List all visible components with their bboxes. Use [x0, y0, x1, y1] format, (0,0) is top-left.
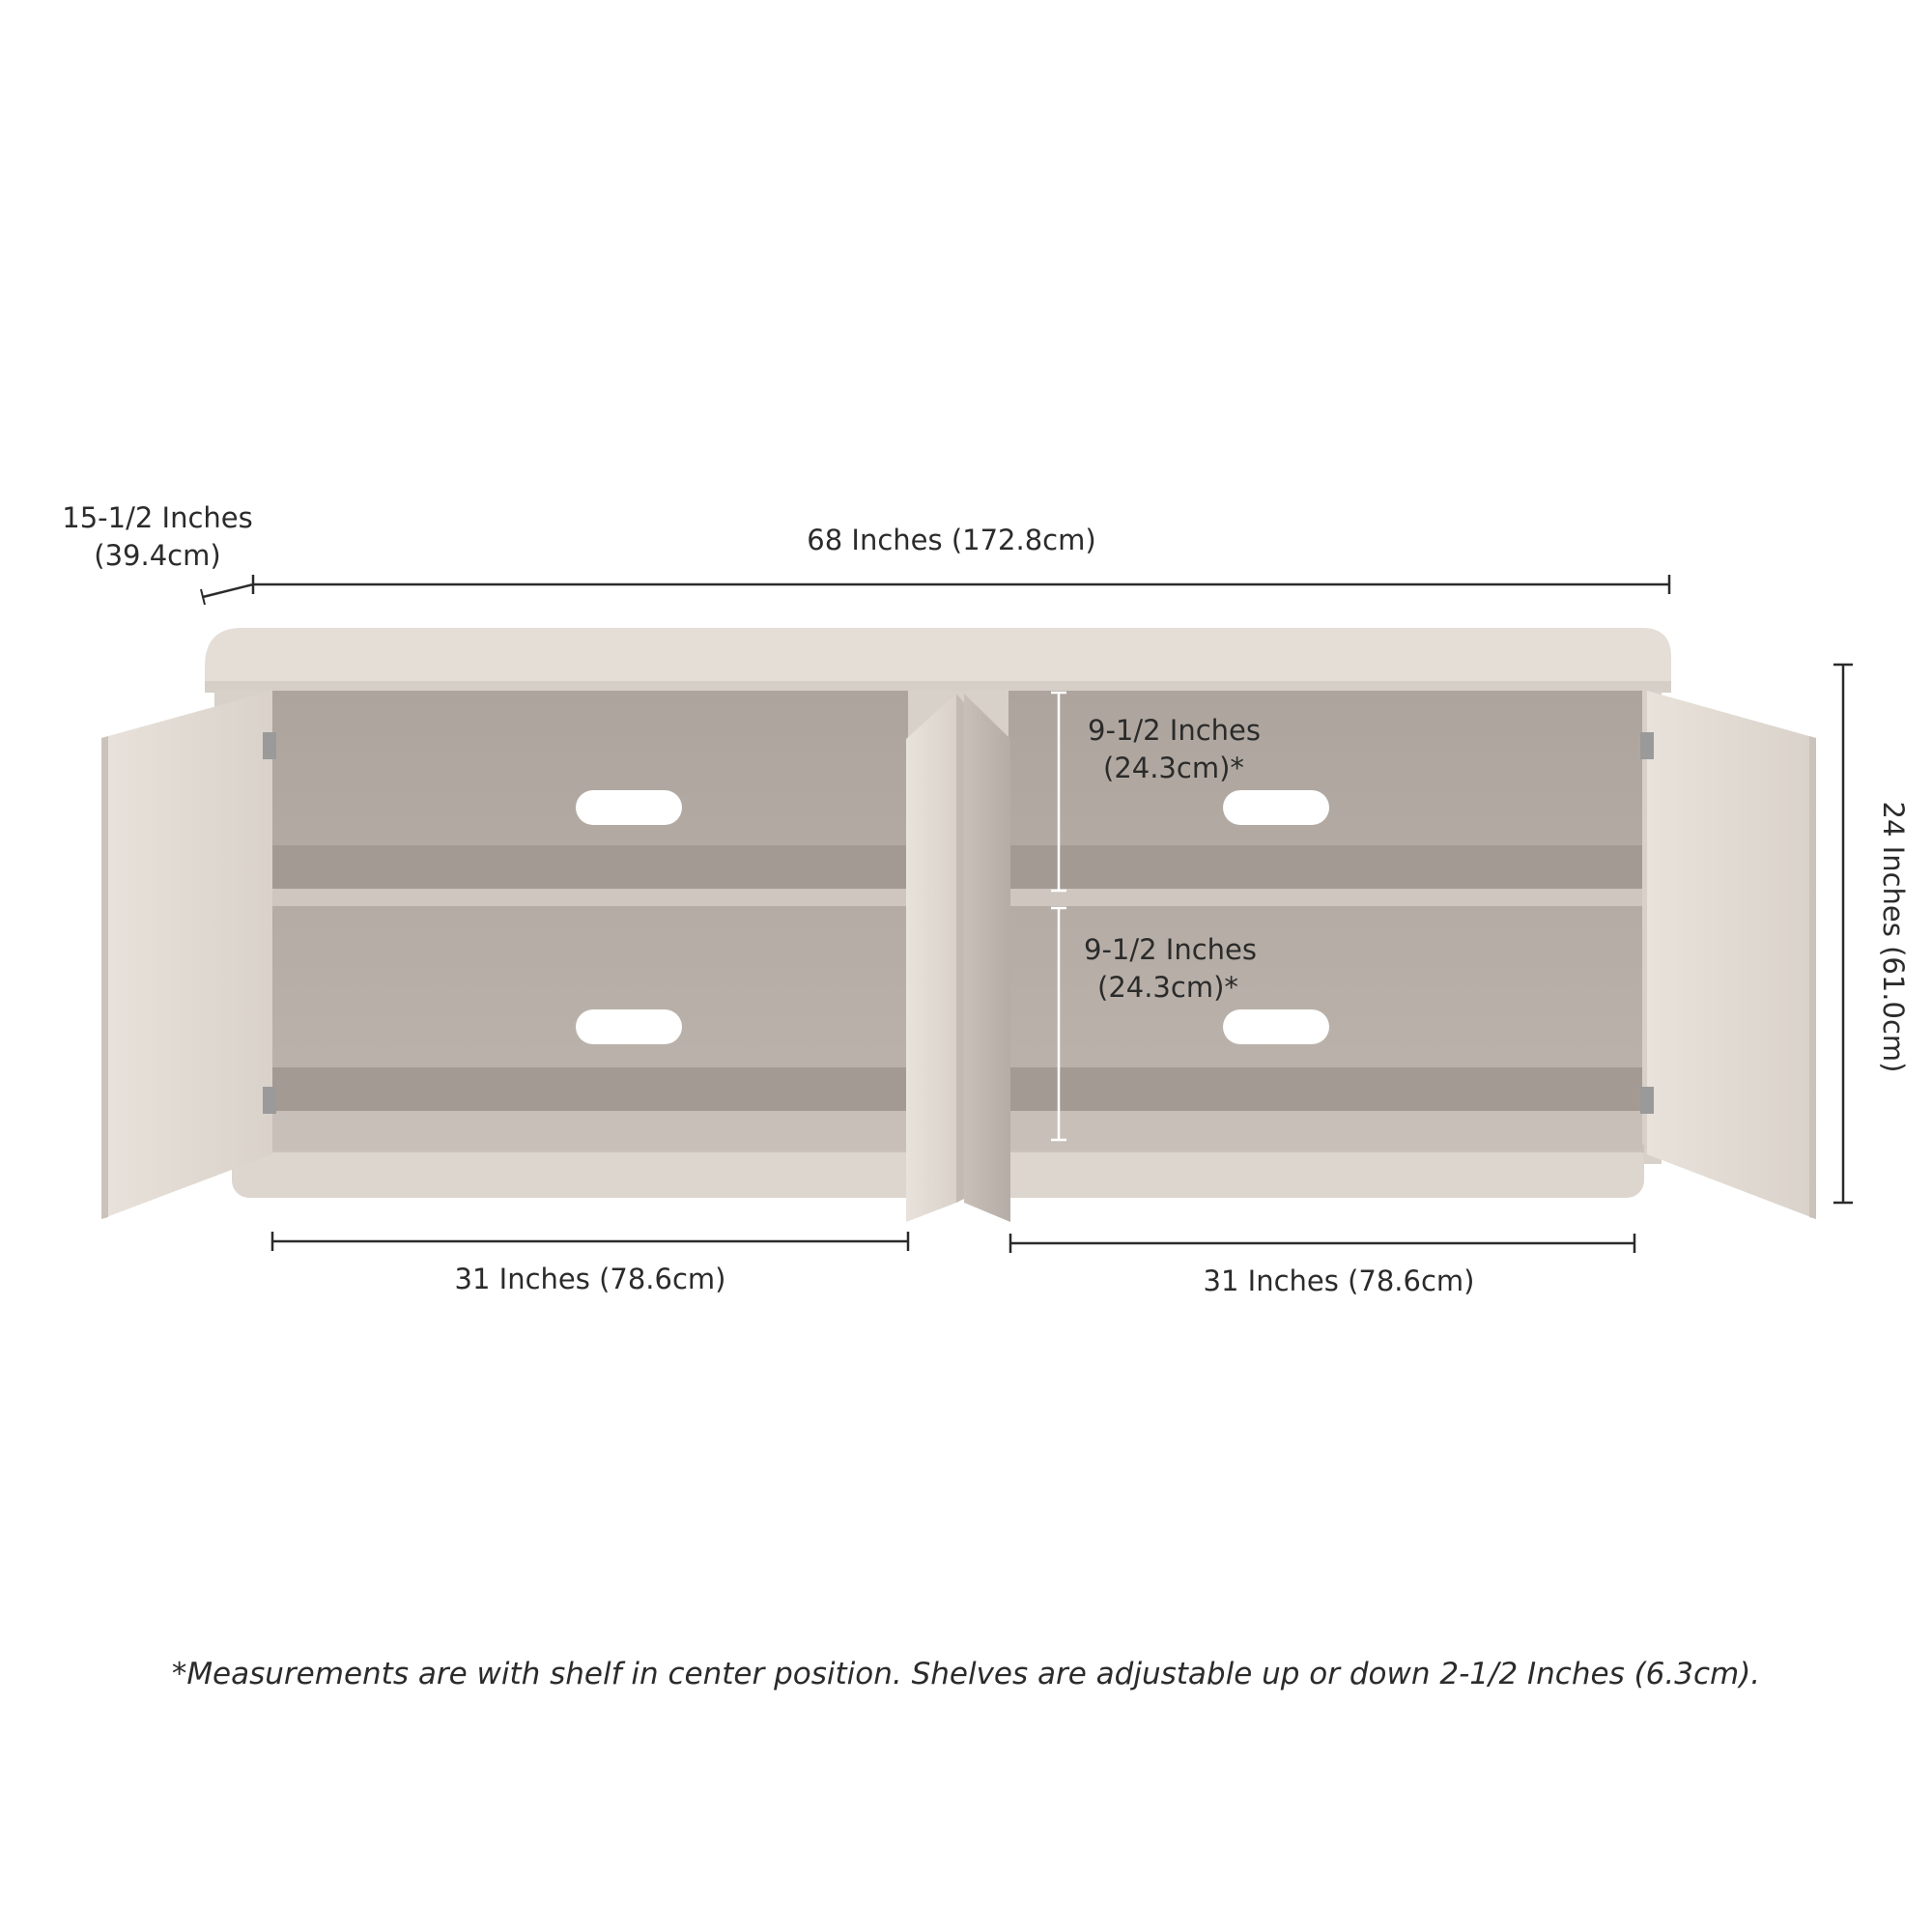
- hinge-icon: [263, 1087, 276, 1114]
- lower-shelf-label-inches: 9-1/2 Inches: [1084, 933, 1258, 966]
- lower-shelf-label: [1084, 931, 1257, 1007]
- hinge-icon: [1640, 732, 1654, 759]
- center-left-door: [906, 694, 966, 1222]
- right-outer-door: [1640, 691, 1816, 1219]
- depth-label-inches: 15-1/2 Inches: [62, 501, 253, 534]
- left-outer-door: [101, 691, 276, 1219]
- depth-label-cm: (39.4cm): [94, 539, 221, 572]
- depth-dimension-line: [203, 584, 253, 597]
- right-upper-shelf: [1009, 889, 1642, 906]
- footnote: *Measurements are with shelf in center position. Shelves are adjustable up or down 2-1/2 Inches (6.3cm).: [171, 1657, 1761, 1691]
- depth-label: [56, 499, 259, 575]
- width-label: 68 Inches (172.8cm): [807, 524, 1096, 556]
- left-compartment: [272, 691, 908, 1150]
- cable-hole-right-lower: [1223, 1009, 1329, 1044]
- height-label: 24 Inches (61.0cm): [1877, 801, 1910, 1073]
- right-compartment-label: 31 Inches (78.6cm): [1203, 1264, 1475, 1297]
- center-right-door: [964, 694, 1010, 1222]
- cable-hole-right-upper: [1223, 790, 1329, 825]
- cabinet-top: [205, 628, 1671, 693]
- hinge-icon: [263, 732, 276, 759]
- cable-hole-left-lower: [576, 1009, 682, 1044]
- upper-shelf-label-inches: 9-1/2 Inches: [1088, 714, 1262, 747]
- lower-shelf-label-cm: (24.3cm)*: [1097, 971, 1238, 1004]
- cable-hole-left-upper: [576, 790, 682, 825]
- upper-shelf-label: [1088, 712, 1261, 787]
- left-upper-shelf: [272, 889, 908, 906]
- upper-shelf-label-cm: (24.3cm)*: [1103, 752, 1244, 784]
- left-compartment-label: 31 Inches (78.6cm): [454, 1263, 726, 1295]
- hinge-icon: [1640, 1087, 1654, 1114]
